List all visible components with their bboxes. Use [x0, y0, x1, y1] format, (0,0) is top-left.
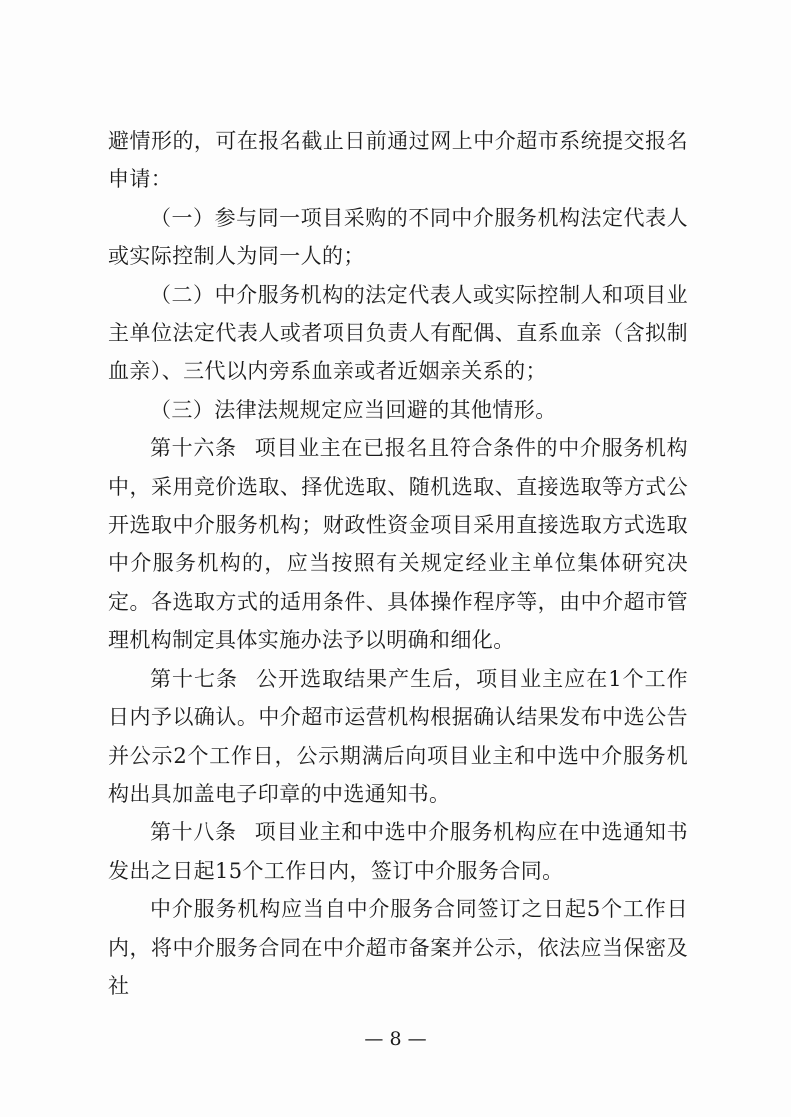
paragraph-item-3: （三）法律法规规定应当回避的其他情形。 — [150, 397, 557, 422]
page-number: — 8 — — [364, 1028, 427, 1050]
paragraph-contract-filing: 中介服务机构应当自中介服务合同签订之日起5个工作日内，将中介服务合同在中介超市备案并公示，依法应当保密及社 — [108, 897, 688, 998]
article-16-number: 第十六条 — [150, 436, 237, 461]
paragraph-item-2: （二）中介服务机构的法定代表人或实际控制人和项目业主单位法定代表人或者项目负责人有配偶、直系血亲（含拟制血亲）、三代以内旁系血亲或者近姻亲关系的； — [108, 282, 688, 384]
article-16-text: 项目业主在已报名且符合条件的中介服务机构中，采用竞价选取、择优选取、随机选取、直接选取等方式公开选取中介服务机构；财政性资金项目采用直接选取方式选取中介服务机构的，应当按照有关规定经业主单位集体研究决定。各选取方式的适用条件、具体操作程序等，由中介超市管理机构制定具体实施办法予以明确和细化。 — [108, 436, 688, 653]
document-body — [108, 122, 688, 1005]
article-18-text: 项目业主和中选中介服务机构应在中选通知书发出之日起15个工作日内，签订中介服务合同。 — [108, 820, 688, 883]
article-18-number: 第十八条 — [150, 820, 237, 845]
article-16 — [108, 429, 688, 659]
article-17-number: 第十七条 — [150, 666, 239, 691]
paragraph-continuation: 避情形的，可在报名截止日前通过网上中介超市系统提交报名申请： — [108, 129, 688, 192]
paragraph-item-1: （一）参与同一项目采购的不同中介服务机构法定代表人或实际控制人为同一人的； — [108, 205, 688, 269]
article-18 — [108, 813, 688, 890]
article-17-text: 公开选取结果产生后，项目业主应在1个工作日内予以确认。中介超市运营机构根据确认结果发布中选公告并公示2个工作日，公示期满后向项目业主和中选中介服务机构出具加盖电子印章的中选通知书。 — [108, 666, 688, 806]
article-17 — [108, 660, 688, 814]
